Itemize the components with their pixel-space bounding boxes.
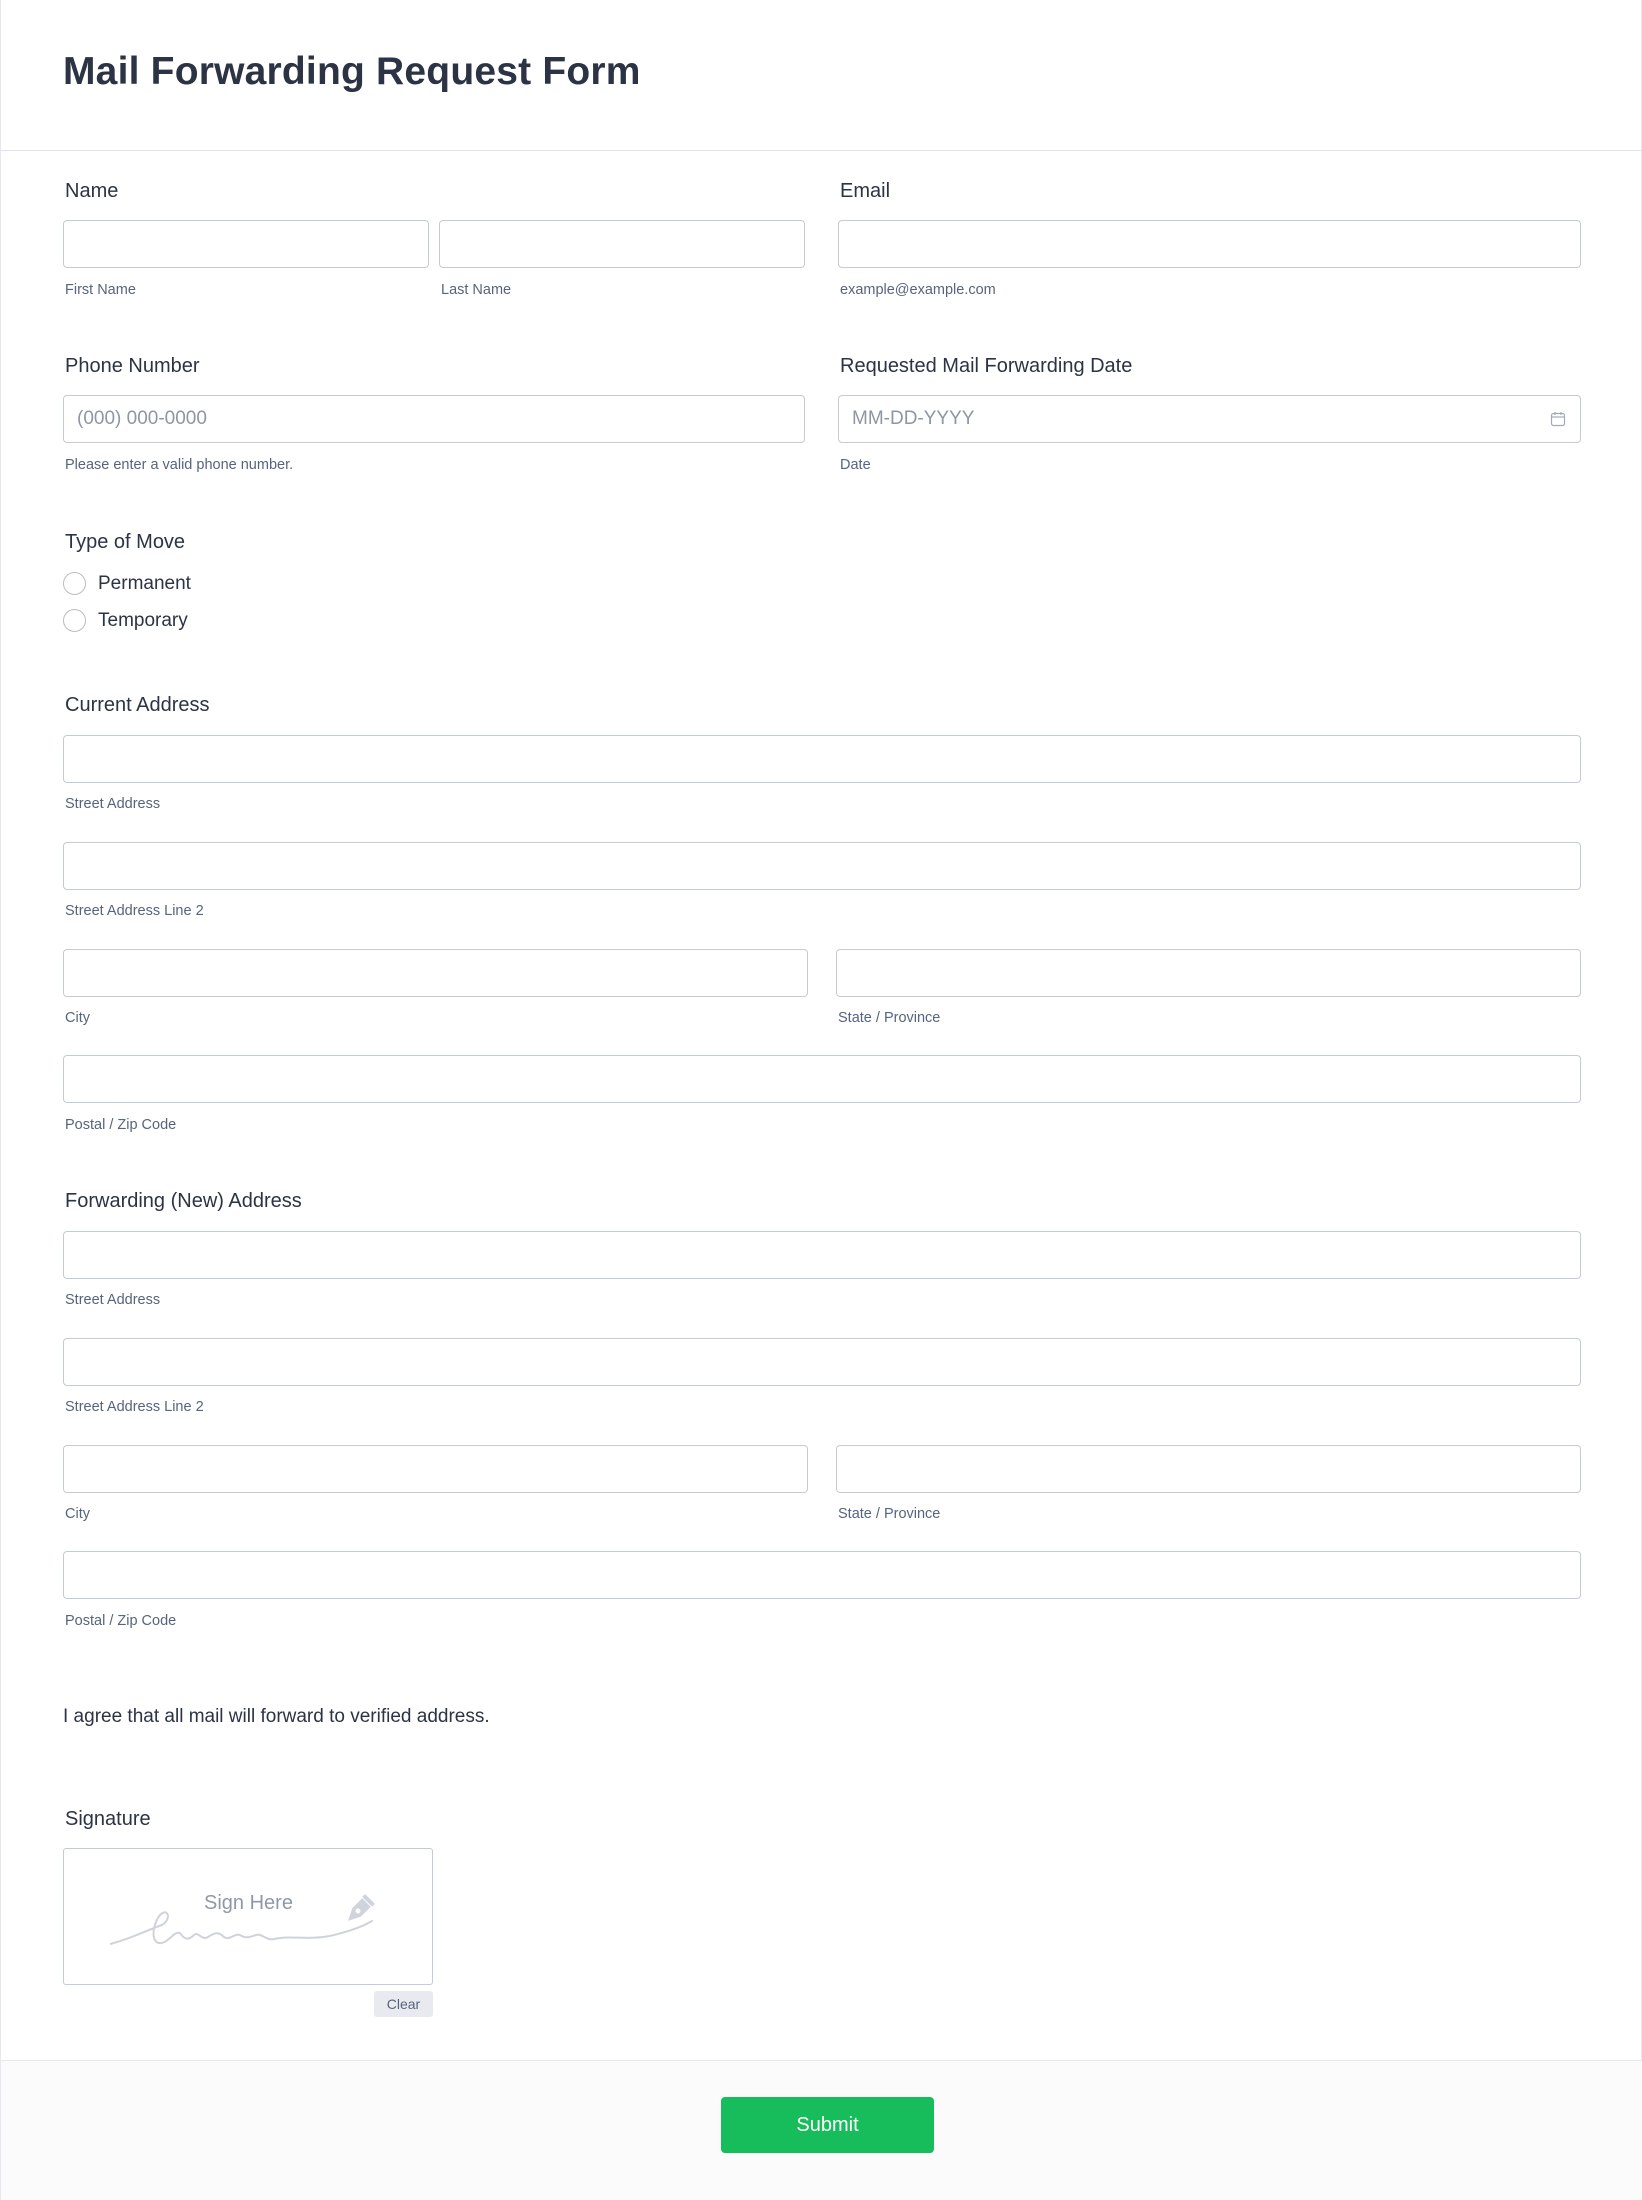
email-label: Email (840, 180, 891, 202)
name-label: Name (65, 180, 119, 202)
phone-sublabel: Please enter a valid phone number. (65, 457, 294, 473)
new-state-sublabel: State / Province (838, 1506, 941, 1522)
last-name-input[interactable] (439, 220, 805, 268)
form-header (1, 0, 1642, 151)
current-state-input[interactable] (836, 949, 1581, 997)
pen-nib-icon (338, 1891, 378, 1931)
submit-button[interactable]: Submit (721, 2097, 934, 2153)
phone-label: Phone Number (65, 355, 200, 377)
clear-signature-button[interactable]: Clear (374, 1991, 433, 2017)
current-street2-input[interactable] (63, 842, 1581, 890)
current-street-input[interactable] (63, 735, 1581, 783)
new-street-sublabel: Street Address (65, 1292, 161, 1308)
date-sublabel: Date (840, 457, 871, 473)
current-street-sublabel: Street Address (65, 796, 161, 812)
current-postal-input[interactable] (63, 1055, 1581, 1103)
radio-permanent-label[interactable]: Permanent (98, 573, 191, 594)
first-name-sublabel: First Name (65, 282, 136, 298)
form-title: Mail Forwarding Request Form (63, 50, 641, 93)
move-type-label: Type of Move (65, 531, 186, 553)
new-postal-input[interactable] (63, 1551, 1581, 1599)
signature-pad[interactable] (63, 1848, 433, 1985)
current-street2-sublabel: Street Address Line 2 (65, 903, 204, 919)
current-city-input[interactable] (63, 949, 808, 997)
phone-input[interactable] (63, 395, 805, 443)
radio-temporary-label[interactable]: Temporary (98, 610, 188, 631)
date-input[interactable] (838, 395, 1581, 443)
first-name-input[interactable] (63, 220, 429, 268)
email-sublabel: example@example.com (840, 282, 996, 298)
last-name-sublabel: Last Name (441, 282, 512, 298)
new-postal-sublabel: Postal / Zip Code (65, 1613, 177, 1629)
radio-temporary[interactable] (63, 609, 86, 632)
email-input[interactable] (838, 220, 1581, 268)
current-postal-sublabel: Postal / Zip Code (65, 1117, 177, 1133)
new-state-input[interactable] (836, 1445, 1581, 1493)
current-address-label: Current Address (65, 694, 210, 716)
new-city-sublabel: City (65, 1506, 90, 1522)
date-label: Requested Mail Forwarding Date (840, 355, 1133, 377)
new-street2-sublabel: Street Address Line 2 (65, 1399, 204, 1415)
new-address-label: Forwarding (New) Address (65, 1190, 302, 1212)
signature-label: Signature (65, 1808, 151, 1830)
radio-permanent[interactable] (63, 572, 86, 595)
new-city-input[interactable] (63, 1445, 808, 1493)
new-street2-input[interactable] (63, 1338, 1581, 1386)
new-street-input[interactable] (63, 1231, 1581, 1279)
current-city-sublabel: City (65, 1010, 90, 1026)
signature-placeholder: Sign Here (204, 1892, 293, 1914)
calendar-icon[interactable] (1550, 411, 1566, 427)
agreement-text: I agree that all mail will forward to verified address. (63, 1706, 490, 1727)
current-state-sublabel: State / Province (838, 1010, 941, 1026)
